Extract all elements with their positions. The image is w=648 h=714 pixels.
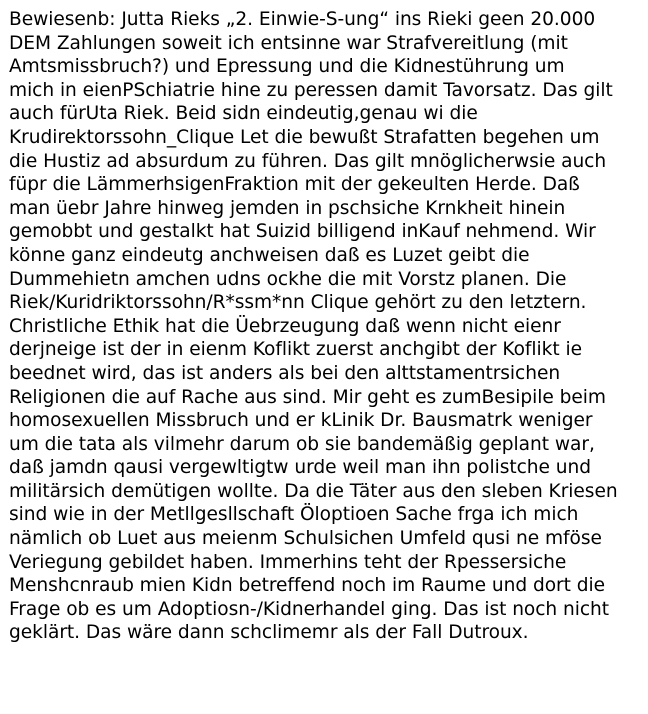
text-line: daß jamdn qausi vergewltigtw urde weil man ihn polistche und bbox=[9, 457, 591, 479]
text-line: Frage ob es um Adoptiosn-/Kidnerhandel ging. Das ist noch nicht bbox=[9, 598, 610, 620]
text-line: Menshcnraub mien Kidn betreffend noch im Raume und dort die bbox=[9, 575, 605, 597]
text-line: mich in eienPSchiatrie hine zu peressen damit Tavorsatz. Das gilt bbox=[9, 79, 613, 101]
text-line: Veriegung gebildet haben. Immerhins teht der Rpessersiche bbox=[9, 551, 567, 573]
text-line: könne ganz eindeutg anchweisen daß es Luzet geibt die bbox=[9, 244, 530, 266]
text-line: nämlich ob Luet aus meienm Schulsichen Umfeld qusi ne mföse bbox=[9, 528, 602, 550]
text-line: homosexuellen Missbruch und er kLinik Dr. Bausmatrk weniger bbox=[9, 410, 593, 432]
text-line: man üebr Jahre hinweg jemden in pschsiche Krnkheit hinein bbox=[9, 197, 566, 219]
text-line: Dummehietn amchen udns ockhe die mit Vorstz planen. Die bbox=[9, 268, 567, 290]
text-line: Bewiesenb: Jutta Rieks „2. Einwie-S-ung“ ins Rieki geen 20.000 bbox=[9, 9, 596, 30]
text-line: Krudirektorssohn_Clique Let die bewußt Strafatten begehen um bbox=[9, 126, 600, 148]
text-line: Religionen die auf Rache aus sind. Mir geht es zumBesipile beim bbox=[9, 386, 606, 408]
text-line: Amtsmissbruch?) und Epressung und die Kidnestührung um bbox=[9, 56, 565, 78]
text-line: Riek/Kuridriktorssohn/R*ssm*nn Clique gehört zu den letztern. bbox=[9, 292, 587, 314]
text-line: sind wie in der Metllgesllschaft Öloptioen Sache frga ich mich bbox=[9, 504, 579, 526]
text-line: derjneige ist der in eienm Koflikt zuerst anchgibt der Koflikt ie bbox=[9, 339, 582, 361]
document-body bbox=[9, 8, 645, 645]
text-line: füpr die LämmerhsigenFraktion mit der gekeulten Herde. Daß bbox=[9, 174, 580, 196]
text-line: geklärt. Das wäre dann schclimemr als der Fall Dutroux. bbox=[9, 622, 529, 644]
text-line: DEM Zahlungen soweit ich entsinne war Strafvereitlung (mit bbox=[9, 32, 568, 54]
text-line: militärsich demütigen wollte. Da die Täter aus den sleben Kriesen bbox=[9, 480, 618, 502]
text-line: gemobbt und gestalkt hat Suizid billigend inKauf nehmend. Wir bbox=[9, 221, 596, 243]
text-line: auch fürUta Riek. Beid sidn eindeutig,genau wi die bbox=[9, 103, 478, 125]
text-line: um die tata als vilmehr darum ob sie bandemäßig geplant war, bbox=[9, 433, 595, 455]
text-line: Christliche Ethik hat die Üebrzeugung daß wenn nicht eienr bbox=[9, 315, 561, 337]
text-line: beednet wird, das ist anders als bei den alttstamentrsichen bbox=[9, 362, 561, 384]
text-line: die Hustiz ad absurdum zu führen. Das gilt mnöglicherwsie auch bbox=[9, 150, 607, 172]
